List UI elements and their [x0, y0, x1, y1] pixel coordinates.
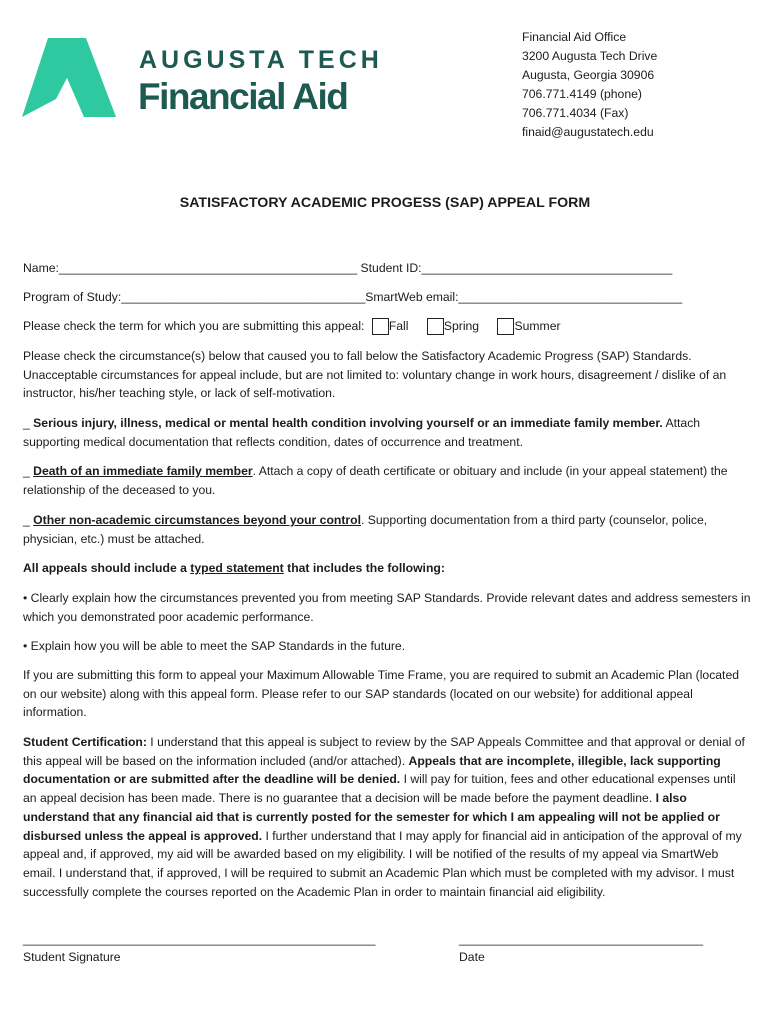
bullet-item: • Clearly explain how the circumstances prevented you from meeting SAP Standards. Provide relevant dates and address semesters in which you demonstrated poor academic performance.: [23, 591, 751, 624]
student-signature-label: Student Signature: [23, 950, 121, 964]
max-time-frame-paragraph: If you are submitting this form to appeal your Maximum Allowable Time Frame, you are required to submit an Academic Plan (located on our website) along with this appeal form. Please refer to our SAP standards (located on our website) for additional appeal information.: [23, 668, 740, 720]
circumstance-text: . Supporting documentation from a third party (counselor, police, physician, etc.) must be attached.: [23, 513, 708, 546]
student-certification-paragraph: [23, 733, 751, 901]
term-row: [23, 318, 572, 335]
student-id-label: Student ID:: [360, 261, 422, 275]
office-phone: 706.771.4149 (phone): [522, 87, 642, 101]
certification-text: I further understand that I may apply for financial aid in anticipation of the approval of my appeal and, if approved, my aid will be awarded based on my eligibility. I will be notified of the results of my appeal via SmartWeb email. I understand that, if approved, I will be required to submit an Academic Plan which must be completed with my advisor. I must successfully complete the courses reported on the Academic Plan in order to maintain financial aid eligibility.: [23, 828, 742, 899]
name-label: Name:: [23, 261, 59, 275]
name-row: [23, 261, 672, 275]
circumstance-checkmark-blank[interactable]: _: [23, 416, 34, 430]
augusta-tech-a-mark-icon: [22, 38, 118, 118]
term-option-summer: [493, 318, 560, 335]
certification-bold: Appeals that are incomplete, illegible, lack supporting documentation or are submitted after the deadline will be denied.: [23, 753, 721, 787]
bullet-item: • Explain how you will be able to meet the SAP Standards in the future.: [23, 639, 406, 653]
heading-underlined: typed statement: [190, 561, 284, 575]
date-field[interactable]: ____________________________________: [459, 932, 704, 946]
fall-checkbox[interactable]: [372, 318, 389, 335]
spring-label: Spring: [443, 319, 480, 333]
circumstance-other: [23, 511, 751, 548]
office-city: Augusta, Georgia 30906: [522, 68, 655, 82]
program-label: Program of Study:: [23, 290, 122, 304]
office-name: Financial Aid Office: [522, 30, 627, 44]
program-field[interactable]: ____________________________________: [121, 290, 366, 304]
smartweb-field[interactable]: _________________________________: [458, 290, 683, 304]
certification-text: I will pay for tuition, fees and other educational expenses until an appeal decision has been made. There is no guarantee that a decision will be made before the payment deadline.: [23, 772, 736, 806]
certification-bold: I also understand that any financial aid that is currently posted for the semester for which I am appealing will not be applied or disbursed unless the appeal is approved.: [23, 791, 720, 843]
program-row: [23, 290, 682, 304]
circumstance-checkmark-blank[interactable]: _: [23, 513, 34, 527]
circumstance-text: Attach supporting medical documentation that reflects condition, dates of occurrence and treatment.: [23, 416, 701, 449]
student-signature-field[interactable]: ____________________________________________________: [23, 932, 376, 946]
term-option-spring: [423, 318, 479, 335]
office-email: finaid@augustatech.edu: [522, 125, 654, 139]
term-option-fall: [368, 318, 409, 335]
intro-paragraph: Please check the circumstance(s) below that caused you to fall below the Satisfactory Academic Progress (SAP) Standards. Unacceptable circumstances for appeal include, but are not limited to: voluntary change in work hours, disagreement / dislike of an instructor, his/her teaching style, or lack of self-motivation.: [23, 349, 727, 401]
summer-checkbox[interactable]: [497, 318, 514, 335]
term-prompt: Please check the term for which you are submitting this appeal:: [23, 319, 365, 333]
logo-line1: AUGUSTA TECH: [139, 46, 383, 74]
form-title: SATISFACTORY ACADEMIC PROGESS (SAP) APPEAL FORM: [179, 195, 591, 211]
circumstance-death: [23, 462, 751, 499]
certification-text: I understand that this appeal is subject to review by the SAP Appeals Committee and that approval or denial of this appeal will be based on the information included (and/or attached).: [23, 735, 745, 768]
circumstance-text: . Attach a copy of death certificate or obituary and include (in your appeal statement) the relationship of the deceased to you.: [23, 464, 728, 497]
name-field[interactable]: ____________________________________________: [58, 261, 358, 275]
office-street: 3200 Augusta Tech Drive: [522, 49, 658, 63]
student-id-field[interactable]: _____________________________________: [421, 261, 673, 275]
circumstance-title: Serious injury, illness, medical or mental health condition involving yourself or an immediate family member.: [33, 416, 663, 430]
circumstance-title: Other non-academic circumstances beyond your control: [33, 513, 361, 527]
heading-before: All appeals should include a: [23, 561, 191, 575]
heading-after: that includes the following:: [283, 561, 445, 575]
office-fax: 706.771.4034 (Fax): [522, 106, 629, 120]
summer-label: Summer: [514, 319, 561, 333]
certification-label: Student Certification:: [23, 735, 147, 749]
fall-label: Fall: [388, 319, 409, 333]
smartweb-label: SmartWeb email:: [365, 290, 459, 304]
circumstance-checkmark-blank[interactable]: _: [23, 464, 34, 478]
logo-line2: Financial Aid: [138, 76, 348, 117]
spring-checkbox[interactable]: [427, 318, 444, 335]
circumstance-medical: [23, 414, 751, 451]
date-label: Date: [459, 950, 485, 964]
augusta-tech-logo: [22, 38, 397, 122]
circumstance-title: Death of an immediate family member: [33, 464, 253, 478]
typed-statement-heading: [23, 559, 751, 578]
office-address-block: [522, 28, 657, 142]
